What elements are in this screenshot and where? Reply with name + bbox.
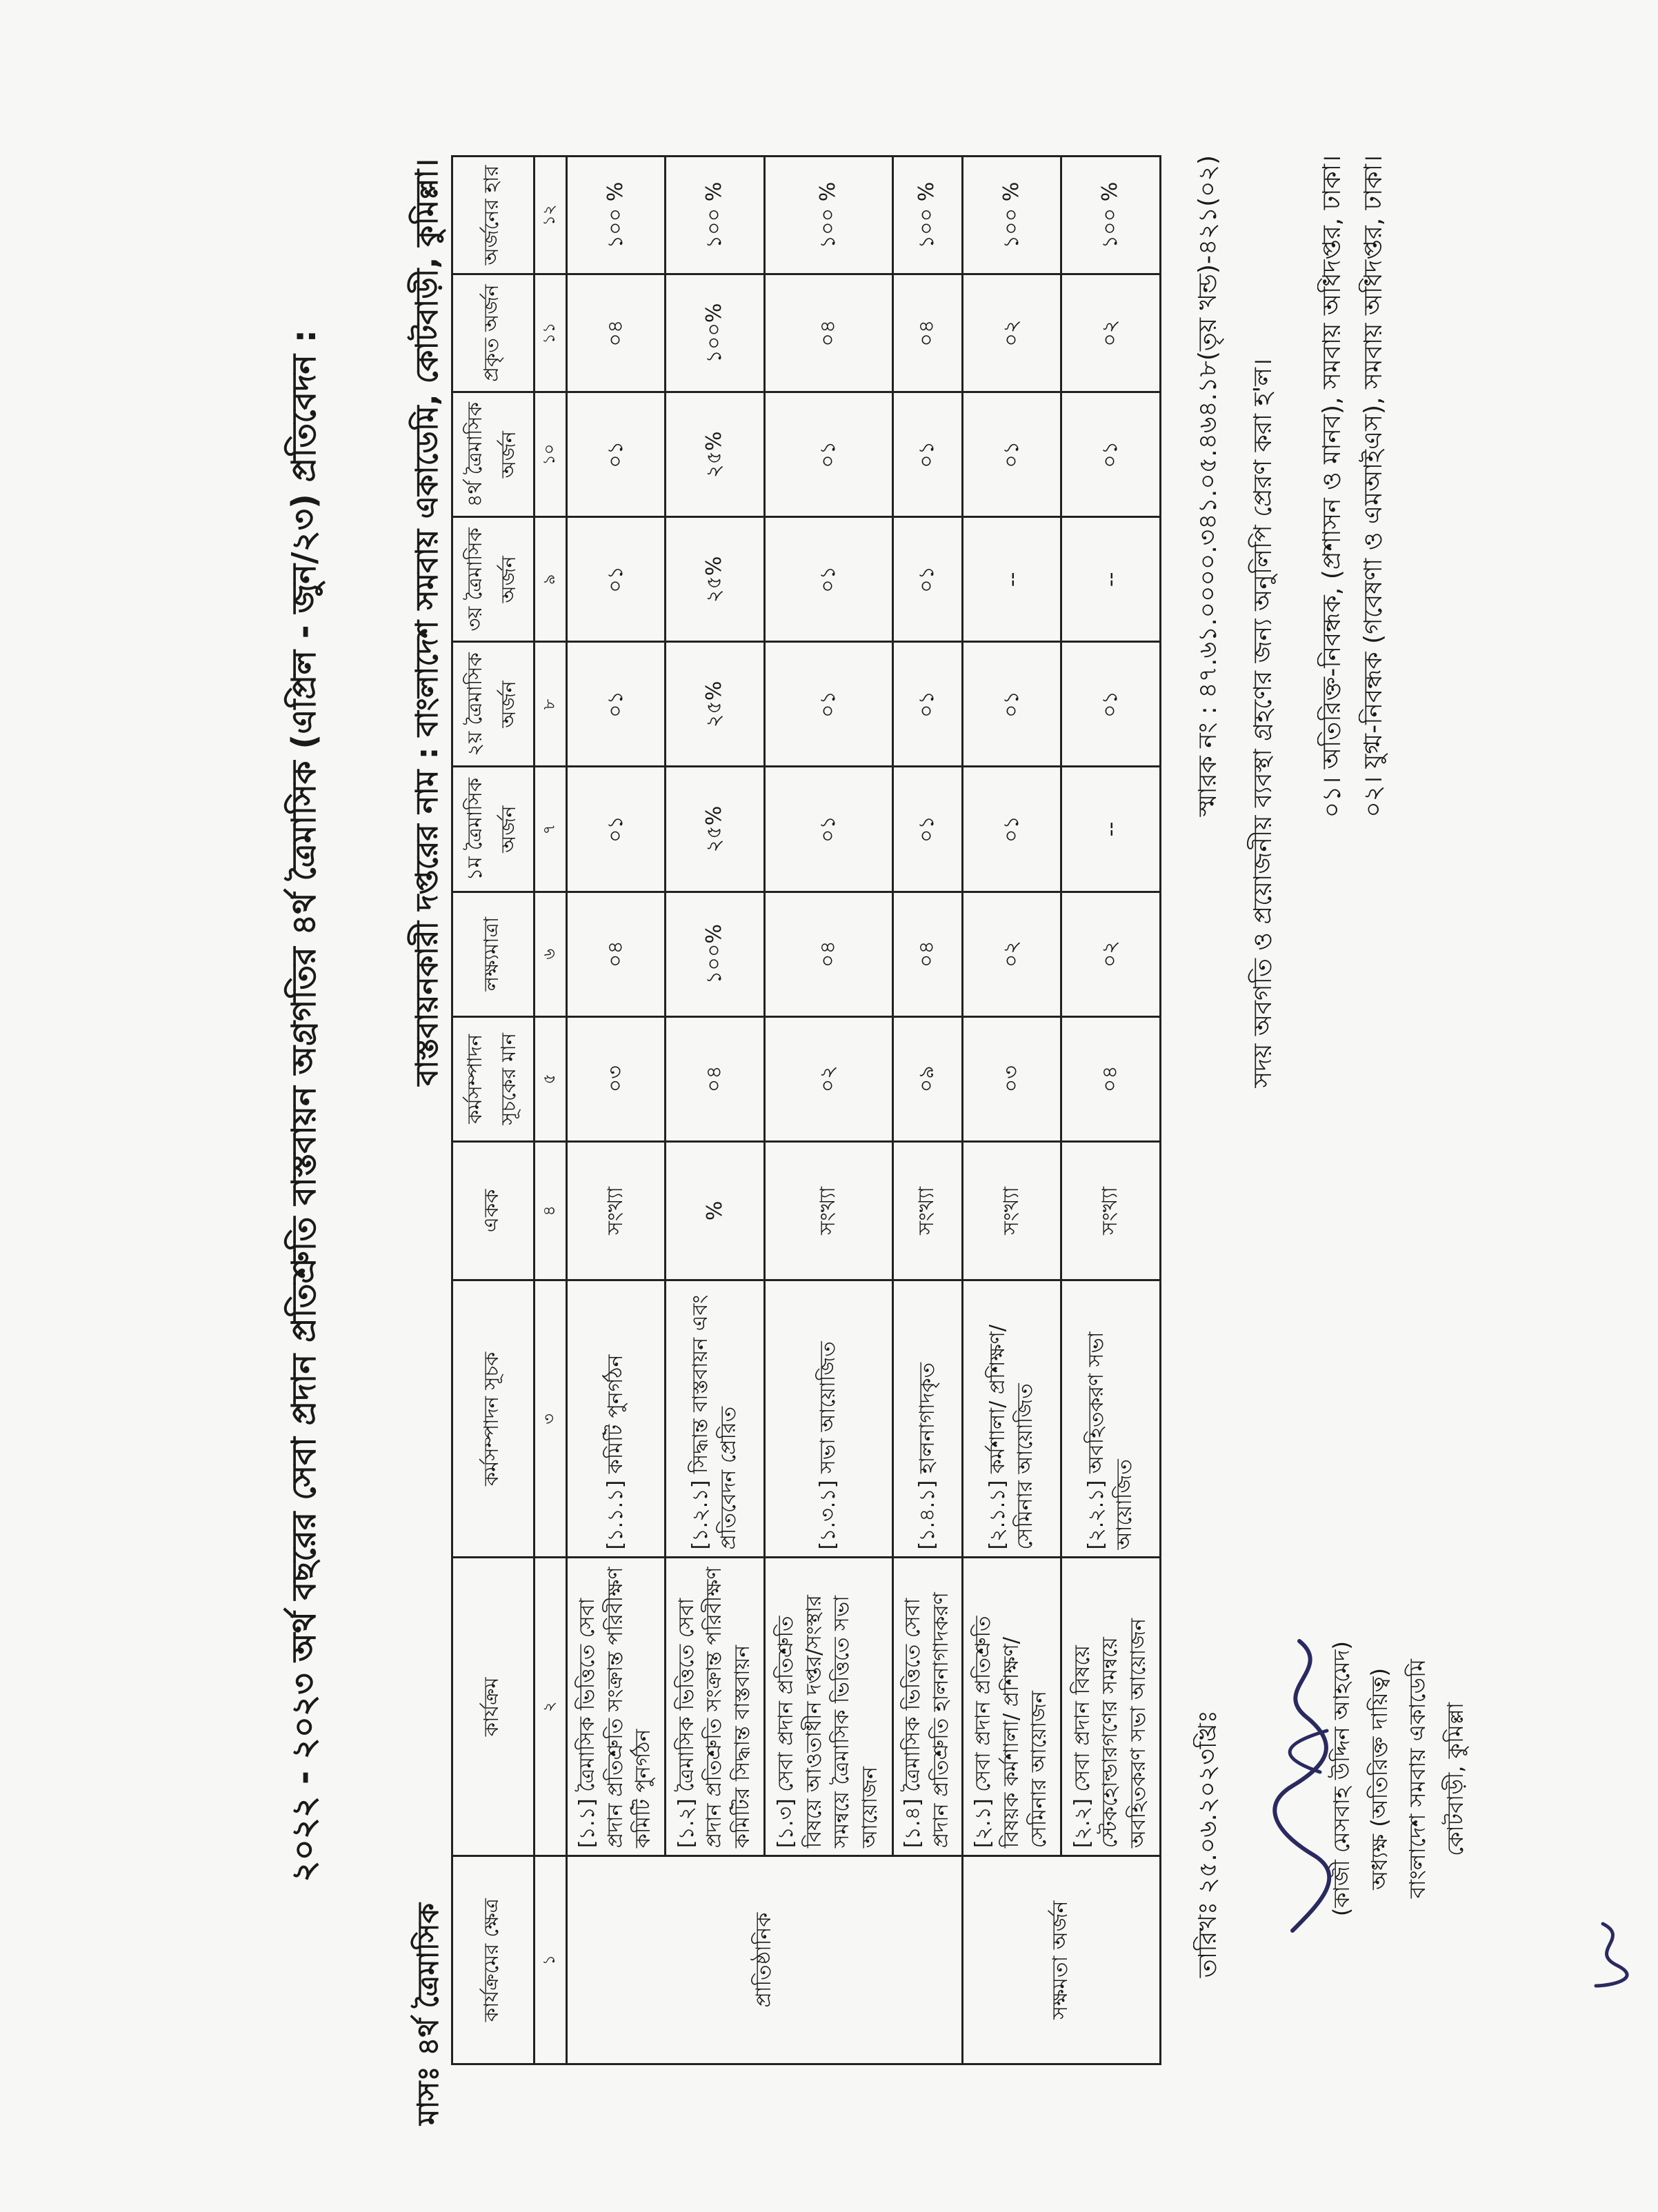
q2-cell: ০১ — [892, 642, 962, 767]
actual-cell: ০৪ — [892, 274, 962, 392]
q1-cell: ২৫% — [666, 767, 765, 892]
indicator-cell: [১.৪.১] হালনাগাদকৃত — [892, 1280, 962, 1558]
column-number: ৬ — [534, 892, 566, 1016]
column-number: ৪ — [534, 1141, 566, 1280]
header-cell: কর্মসম্পাদন সূচক — [452, 1280, 535, 1558]
column-number: ৩ — [534, 1280, 566, 1558]
table-header-row — [452, 157, 535, 2064]
q3-cell: ০১ — [566, 517, 666, 642]
value-cell: ০৩ — [566, 1016, 666, 1141]
header-cell: কর্মসম্পাদন সূচকের মান — [452, 1016, 535, 1141]
table-row — [566, 157, 666, 2064]
q3-cell: ০১ — [892, 517, 962, 642]
table-row — [764, 157, 892, 2064]
target-cell: ১০০% — [666, 892, 765, 1016]
unit-cell: % — [666, 1141, 765, 1280]
q1-cell: -- — [1061, 767, 1161, 892]
column-number: ২ — [534, 1558, 566, 1856]
q3-cell: -- — [962, 517, 1061, 642]
copy-recipient: ০১। অতিরিক্ত-নিবন্ধক, (প্রশাসন ও মানব), সমবায় অধিদপ্তর, ঢাকা। — [1318, 155, 1346, 818]
column-number: ১১ — [534, 274, 566, 392]
q4-cell: ২৫% — [666, 392, 765, 517]
indicator-cell: [১.৩.১] সভা আয়োজিত — [764, 1280, 892, 1558]
target-cell: ০২ — [1061, 892, 1161, 1016]
rate-cell: ১০০ % — [764, 157, 892, 274]
header-cell: একক — [452, 1141, 535, 1280]
signatory-place: কোটবাড়ী, কুমিল্লা — [1442, 1702, 1468, 1856]
q4-cell: ০১ — [566, 392, 666, 517]
unit-cell: সংখ্যা — [892, 1141, 962, 1280]
area-cell: প্রাতিষ্ঠানিক — [566, 1856, 962, 2064]
actual-cell: ১০০% — [666, 274, 765, 392]
office-name: বাস্তবায়নকারী দপ্তরের নাম : বাংলাদেশ সমবায় একাডেমি, কোটবাড়ী, কুমিল্লা। — [410, 159, 445, 1086]
q2-cell: ০১ — [566, 642, 666, 767]
q1-cell: ০১ — [566, 767, 666, 892]
table-row — [962, 157, 1061, 2064]
column-number: ১ — [534, 1856, 566, 2064]
q1-cell: ০১ — [892, 767, 962, 892]
activity-cell: [২.২] সেবা প্রদান বিষয়ে স্টেকহোল্ডারগণের সমন্বয়ে অবহিতকরণ সভা আয়োজন — [1061, 1558, 1161, 1856]
indicator-cell: [২.১.১] কর্মশালা/ প্রশিক্ষণ/ সেমিনার আয়োজিত — [962, 1280, 1061, 1558]
column-number: ৫ — [534, 1016, 566, 1141]
handwritten-signature — [1265, 1627, 1341, 1944]
rate-cell: ১০০ % — [892, 157, 962, 274]
actual-cell: ০৪ — [566, 274, 666, 392]
value-cell: ০৪ — [666, 1016, 765, 1141]
table-row — [666, 157, 765, 2064]
initials-mark — [1582, 1917, 1637, 1993]
q3-cell: ০১ — [764, 517, 892, 642]
memo-number: স্মারক নং : ৪৭.৬১.০০০০.৩৪১.০৫.৪৬৪.১৮(তৃয় খন্ড)-৪২১(০২) — [1194, 155, 1222, 817]
unit-cell: সংখ্যা — [962, 1141, 1061, 1280]
indicator-cell: [১.২.১] সিদ্ধান্ত বাস্তবায়ন এবং প্রতিবেদন প্রেরিত — [666, 1280, 765, 1558]
area-cell: সক্ষমতা অর্জন — [962, 1856, 1160, 2064]
indicator-cell: [১.১.১] কমিটি পুনর্গঠন — [566, 1280, 666, 1558]
header-cell: লক্ষ্যমাত্রা — [452, 892, 535, 1016]
activity-cell: [১.৪] ত্রৈমাসিক ভিত্তিতে সেবা প্রদান প্রতিশ্রুতি হালনাগাদকরণ — [892, 1558, 962, 1856]
target-cell: ০২ — [962, 892, 1061, 1016]
rate-cell: ১০০ % — [666, 157, 765, 274]
q1-cell: ০১ — [764, 767, 892, 892]
unit-cell: সংখ্যা — [566, 1141, 666, 1280]
q4-cell: ০১ — [764, 392, 892, 517]
table-row — [892, 157, 962, 2064]
actual-cell: ০৪ — [764, 274, 892, 392]
column-number: ১০ — [534, 392, 566, 517]
actual-cell: ০২ — [962, 274, 1061, 392]
header-cell: প্রকৃত অর্জন — [452, 274, 535, 392]
activity-cell: [১.১] ত্রৈমাসিক ভিত্তিতে সেবা প্রদান প্রতিশ্রুতি সংক্রান্ত পরিবীক্ষণ কমিটি পুনর্গঠন — [566, 1558, 666, 1856]
activity-cell: [১.৩] সেবা প্রদান প্রতিশ্রুতি বিষয়ে আওতাধীন দপ্তর/সংস্থার সমন্বয়ে ত্রৈমাসিক ভিত্তিতে সভা আয়োজন — [764, 1558, 892, 1856]
target-cell: ০৪ — [566, 892, 666, 1016]
column-number: ৮ — [534, 642, 566, 767]
q4-cell: ০১ — [1061, 392, 1161, 517]
header-cell: ৪র্থ ত্রৈমাসিক অর্জন — [452, 392, 535, 517]
unit-cell: সংখ্যা — [1061, 1141, 1161, 1280]
header-cell: অর্জনের হার — [452, 157, 535, 274]
target-cell: ০৪ — [764, 892, 892, 1016]
activity-cell: [২.১] সেবা প্রদান প্রতিশ্রুতি বিষয়ক কর্মশালা/ প্রশিক্ষণ/ সেমিনার আয়োজন — [962, 1558, 1061, 1856]
activity-cell: [১.২] ত্রৈমাসিক ভিত্তিতে সেবা প্রদান প্রতিশ্রুতি সংক্রান্ত পরিবীক্ষণ কমিটির সিদ্ধান্ত বাস্তবায়ন — [666, 1558, 765, 1856]
rate-cell: ১০০ % — [962, 157, 1061, 274]
signatory-organization: বাংলাদেশ সমবায় একাডেমি — [1404, 1659, 1430, 1899]
value-cell: ০৪ — [1061, 1016, 1161, 1141]
column-number: ৭ — [534, 767, 566, 892]
header-cell: ৩য় ত্রৈমাসিক অর্জন — [452, 517, 535, 642]
column-number-row — [534, 157, 566, 2064]
report-title: ২০২২ - ২০২৩ অর্থ বছরের সেবা প্রদান প্রতিশ্রুতি বাস্তবায়ন অগ্রগতির ৪র্থ ত্রৈমাসিক (এপ্রিল - জুন/২৩) প্রতিবেদন : — [285, 330, 323, 1882]
value-cell: ০৩ — [962, 1016, 1061, 1141]
column-number: ১২ — [534, 157, 566, 274]
value-cell: ০২ — [764, 1016, 892, 1141]
rate-cell: ১০০ % — [566, 157, 666, 274]
q4-cell: ০১ — [892, 392, 962, 517]
signature-block — [1265, 1586, 1568, 1972]
q2-cell: ০১ — [764, 642, 892, 767]
distribution-note: সদয় অবগতি ও প্রয়োজনীয় ব্যবস্থা গ্রহণের জন্য অনুলিপি প্রেরণ করা হ'ল। — [1249, 359, 1277, 1088]
signatory-designation: অধ্যক্ষ (অতিরিক্ত দায়িত্ব) — [1366, 1668, 1392, 1890]
table-row — [1061, 157, 1161, 2064]
header-cell: ১ম ত্রৈমাসিক অর্জন — [452, 767, 535, 892]
header-cell: কার্যক্রম — [452, 1558, 535, 1856]
column-number: ৯ — [534, 517, 566, 642]
q2-cell: ০১ — [962, 642, 1061, 767]
q3-cell: -- — [1061, 517, 1161, 642]
header-cell: ২য় ত্রৈমাসিক অর্জন — [452, 642, 535, 767]
target-cell: ০৪ — [892, 892, 962, 1016]
indicator-cell: [২.২.১] অবহিতকরণ সভা আয়োজিত — [1061, 1280, 1161, 1558]
q4-cell: ০১ — [962, 392, 1061, 517]
q2-cell: ০১ — [1061, 642, 1161, 767]
rate-cell: ১০০ % — [1061, 157, 1161, 274]
signatory-name: (কাজী মেসবাহ উদ্দিন আহমেদ) — [1328, 1641, 1355, 1917]
quarter-label: মাসঃ ৪র্থ ত্রৈমাসিক — [411, 1903, 445, 2125]
copy-recipient: ০২। যুগ্ম-নিবন্ধক (গবেষণা ও এমআইএস), সমবায় অধিদপ্তর, ঢাকা। — [1359, 155, 1388, 818]
progress-table — [451, 155, 1161, 2065]
report-date: তারিখঃ ২৫.০৬.২০২৩খ্রিঃ — [1194, 1710, 1222, 1978]
q3-cell: ২৫% — [666, 517, 765, 642]
unit-cell: সংখ্যা — [764, 1141, 892, 1280]
q1-cell: ০১ — [962, 767, 1061, 892]
header-cell: কার্যক্রমের ক্ষেত্র — [452, 1856, 535, 2064]
actual-cell: ০২ — [1061, 274, 1161, 392]
value-cell: ০৯ — [892, 1016, 962, 1141]
q2-cell: ২৫% — [666, 642, 765, 767]
